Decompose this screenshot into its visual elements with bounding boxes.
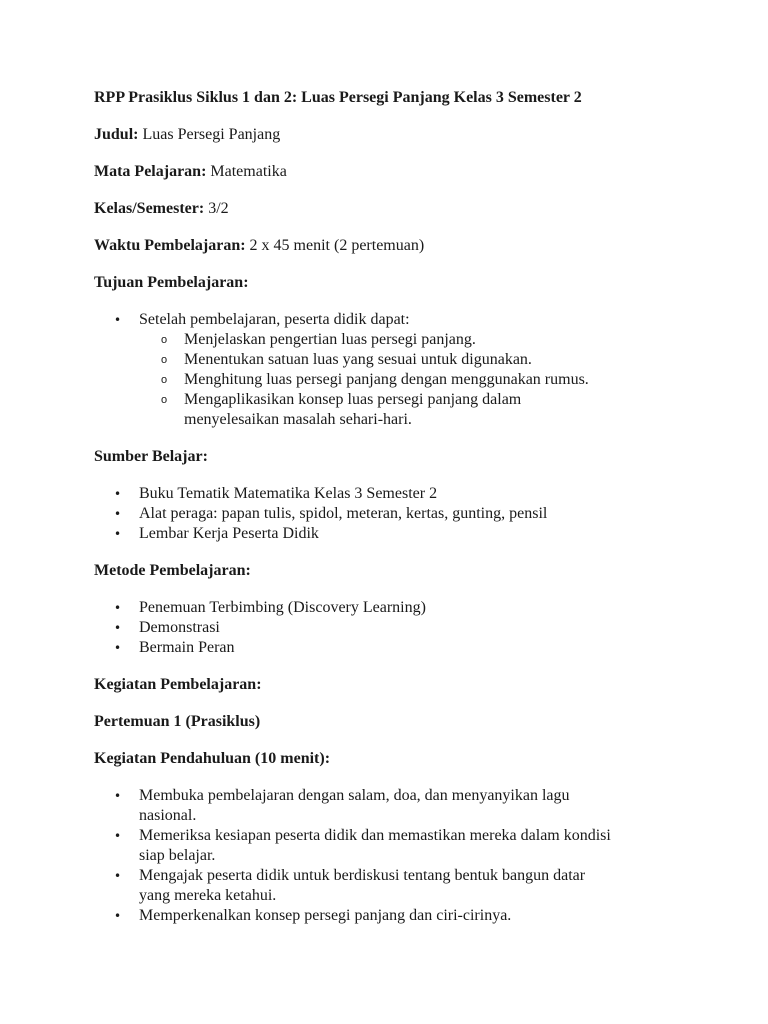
- list-item: [94, 826, 694, 866]
- pendahuluan-heading: Kegiatan Pendahuluan (10 menit):: [94, 750, 331, 767]
- list-item: • Bermain Peran: [94, 638, 694, 658]
- list-text-cont: nasional.: [139, 807, 197, 824]
- field-judul: [94, 125, 694, 145]
- list-item: [94, 866, 694, 906]
- list-text: Memeriksa kesiapan peserta didik dan memastikan mereka dalam kondisi: [139, 827, 611, 844]
- sub-list-item: o Menghitung luas persegi panjang dengan menggunakan rumus.: [139, 370, 694, 390]
- list-item: [94, 310, 694, 430]
- field-label: Judul:: [94, 126, 139, 143]
- field-value: 2 x 45 menit (2 pertemuan): [245, 237, 425, 254]
- list-text-cont: siap belajar.: [139, 847, 216, 864]
- sub-list-text-cont: menyelesaikan masalah sehari-hari.: [184, 411, 412, 428]
- field-label: Waktu Pembelajaran:: [94, 237, 246, 254]
- sumber-list: [94, 484, 694, 544]
- sub-list-item: o Menjelaskan pengertian luas persegi panjang.: [139, 330, 694, 350]
- kegiatan-heading: Kegiatan Pembelajaran:: [94, 676, 262, 693]
- tujuan-sublist: [93, 330, 694, 430]
- sumber-heading: Sumber Belajar:: [94, 448, 208, 465]
- list-text: Membuka pembelajaran dengan salam, doa, dan menyanyikan lagu: [139, 787, 570, 804]
- list-item: • Penemuan Terbimbing (Discovery Learning): [94, 598, 694, 618]
- sub-list-text: Mengaplikasikan konsep luas persegi panjang dalam: [184, 391, 522, 408]
- field-value: Matematika: [206, 163, 287, 180]
- list-text: Mengajak peserta didik untuk berdiskusi tentang bentuk bangun datar: [139, 867, 586, 884]
- tujuan-intro: Setelah pembelajaran, peserta didik dapat:: [139, 311, 410, 328]
- field-label: Mata Pelajaran:: [94, 163, 207, 180]
- field-label: Kelas/Semester:: [94, 200, 205, 217]
- pertemuan-heading: Pertemuan 1 (Prasiklus): [94, 713, 261, 730]
- sub-list-item: [139, 390, 694, 430]
- list-text-cont: yang mereka ketahui.: [139, 887, 277, 904]
- field-value: 3/2: [204, 200, 229, 217]
- field-waktu: [94, 236, 694, 256]
- list-item: • Alat peraga: papan tulis, spidol, meteran, kertas, gunting, pensil: [94, 504, 694, 524]
- tujuan-list: [94, 310, 694, 430]
- pendahuluan-list: [94, 786, 694, 926]
- metode-list: [94, 598, 694, 658]
- document-title: RPP Prasiklus Siklus 1 dan 2: Luas Persegi Panjang Kelas 3 Semester 2: [94, 89, 582, 106]
- field-kelas-semester: [94, 199, 694, 219]
- list-item: • Lembar Kerja Peserta Didik: [94, 524, 694, 544]
- list-item: • Demonstrasi: [94, 618, 694, 638]
- sub-list-item: o Menentukan satuan luas yang sesuai untuk digunakan.: [139, 350, 694, 370]
- document-page: [94, 88, 694, 926]
- metode-heading: Metode Pembelajaran:: [94, 562, 251, 579]
- tujuan-heading: Tujuan Pembelajaran:: [94, 274, 249, 291]
- field-value: Luas Persegi Panjang: [138, 126, 281, 143]
- field-mata-pelajaran: [94, 162, 694, 182]
- list-item: [94, 786, 694, 826]
- list-item: • Memperkenalkan konsep persegi panjang dan ciri-cirinya.: [94, 906, 694, 926]
- list-item: • Buku Tematik Matematika Kelas 3 Semester 2: [94, 484, 694, 504]
